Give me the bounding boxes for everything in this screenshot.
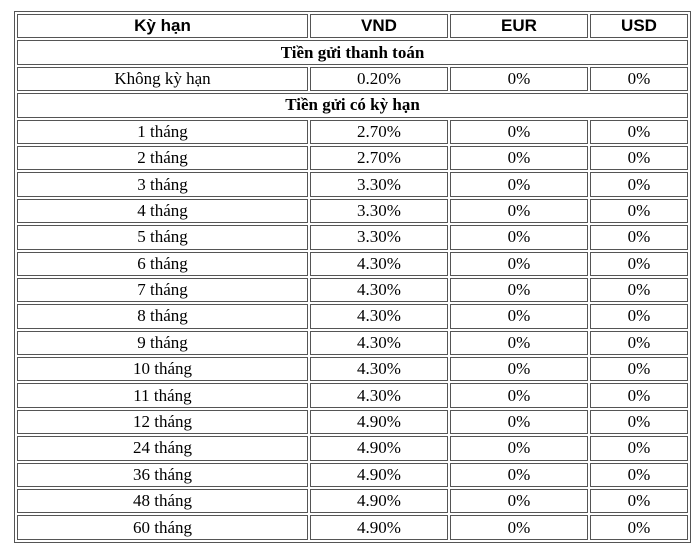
cell-term: Không kỳ hạn	[17, 67, 308, 91]
cell-usd: 0%	[590, 383, 688, 407]
cell-usd: 0%	[590, 199, 688, 223]
cell-term: 60 tháng	[17, 515, 308, 539]
table-row	[17, 120, 688, 144]
cell-usd: 0%	[590, 436, 688, 460]
cell-eur: 0%	[450, 515, 588, 539]
cell-term: 1 tháng	[17, 120, 308, 144]
cell-term: 5 tháng	[17, 225, 308, 249]
cell-eur: 0%	[450, 357, 588, 381]
cell-usd: 0%	[590, 67, 688, 91]
table-row	[17, 278, 688, 302]
table-row	[17, 357, 688, 381]
section-row	[17, 40, 688, 64]
cell-vnd: 4.30%	[310, 331, 448, 355]
cell-term: 8 tháng	[17, 304, 308, 328]
cell-vnd: 4.30%	[310, 252, 448, 276]
section-row	[17, 93, 688, 117]
cell-eur: 0%	[450, 172, 588, 196]
cell-eur: 0%	[450, 304, 588, 328]
cell-usd: 0%	[590, 172, 688, 196]
cell-term: 12 tháng	[17, 410, 308, 434]
cell-usd: 0%	[590, 463, 688, 487]
rates-table-body	[17, 14, 688, 540]
cell-term: 4 tháng	[17, 199, 308, 223]
cell-vnd: 2.70%	[310, 146, 448, 170]
cell-usd: 0%	[590, 304, 688, 328]
header-usd: USD	[590, 14, 688, 38]
cell-vnd: 4.30%	[310, 357, 448, 381]
cell-eur: 0%	[450, 410, 588, 434]
cell-vnd: 4.90%	[310, 463, 448, 487]
cell-eur: 0%	[450, 199, 588, 223]
cell-vnd: 4.30%	[310, 304, 448, 328]
cell-vnd: 4.90%	[310, 515, 448, 539]
cell-vnd: 4.90%	[310, 436, 448, 460]
cell-usd: 0%	[590, 489, 688, 513]
cell-vnd: 3.30%	[310, 225, 448, 249]
cell-vnd: 3.30%	[310, 199, 448, 223]
cell-eur: 0%	[450, 331, 588, 355]
table-row	[17, 410, 688, 434]
table-row	[17, 463, 688, 487]
cell-vnd: 4.90%	[310, 489, 448, 513]
cell-term: 7 tháng	[17, 278, 308, 302]
cell-eur: 0%	[450, 278, 588, 302]
table-row	[17, 515, 688, 539]
cell-eur: 0%	[450, 463, 588, 487]
cell-vnd: 3.30%	[310, 172, 448, 196]
cell-usd: 0%	[590, 357, 688, 381]
table-row	[17, 304, 688, 328]
cell-term: 10 tháng	[17, 357, 308, 381]
cell-term: 3 tháng	[17, 172, 308, 196]
cell-usd: 0%	[590, 146, 688, 170]
table-row	[17, 172, 688, 196]
header-term: Kỳ hạn	[17, 14, 308, 38]
cell-term: 6 tháng	[17, 252, 308, 276]
cell-eur: 0%	[450, 383, 588, 407]
cell-term: 36 tháng	[17, 463, 308, 487]
cell-eur: 0%	[450, 146, 588, 170]
cell-eur: 0%	[450, 120, 588, 144]
cell-usd: 0%	[590, 331, 688, 355]
cell-usd: 0%	[590, 278, 688, 302]
cell-term: 48 tháng	[17, 489, 308, 513]
cell-eur: 0%	[450, 252, 588, 276]
cell-term: 11 tháng	[17, 383, 308, 407]
table-row	[17, 225, 688, 249]
table-row	[17, 489, 688, 513]
section-title: Tiền gửi có kỳ hạn	[17, 93, 688, 117]
cell-usd: 0%	[590, 225, 688, 249]
table-row	[17, 199, 688, 223]
table-header-row	[17, 14, 688, 38]
cell-eur: 0%	[450, 225, 588, 249]
cell-term: 24 tháng	[17, 436, 308, 460]
cell-vnd: 4.30%	[310, 383, 448, 407]
cell-usd: 0%	[590, 252, 688, 276]
cell-term: 2 tháng	[17, 146, 308, 170]
cell-term: 9 tháng	[17, 331, 308, 355]
table-row	[17, 436, 688, 460]
interest-rates-table	[14, 11, 691, 543]
section-title: Tiền gửi thanh toán	[17, 40, 688, 64]
table-row	[17, 331, 688, 355]
cell-eur: 0%	[450, 67, 588, 91]
header-vnd: VND	[310, 14, 448, 38]
cell-vnd: 4.30%	[310, 278, 448, 302]
rates-table-container	[14, 11, 691, 543]
cell-usd: 0%	[590, 515, 688, 539]
cell-usd: 0%	[590, 410, 688, 434]
cell-vnd: 2.70%	[310, 120, 448, 144]
header-eur: EUR	[450, 14, 588, 38]
cell-usd: 0%	[590, 120, 688, 144]
cell-eur: 0%	[450, 489, 588, 513]
table-row	[17, 383, 688, 407]
table-row	[17, 67, 688, 91]
cell-eur: 0%	[450, 436, 588, 460]
cell-vnd: 0.20%	[310, 67, 448, 91]
cell-vnd: 4.90%	[310, 410, 448, 434]
table-row	[17, 252, 688, 276]
table-row	[17, 146, 688, 170]
